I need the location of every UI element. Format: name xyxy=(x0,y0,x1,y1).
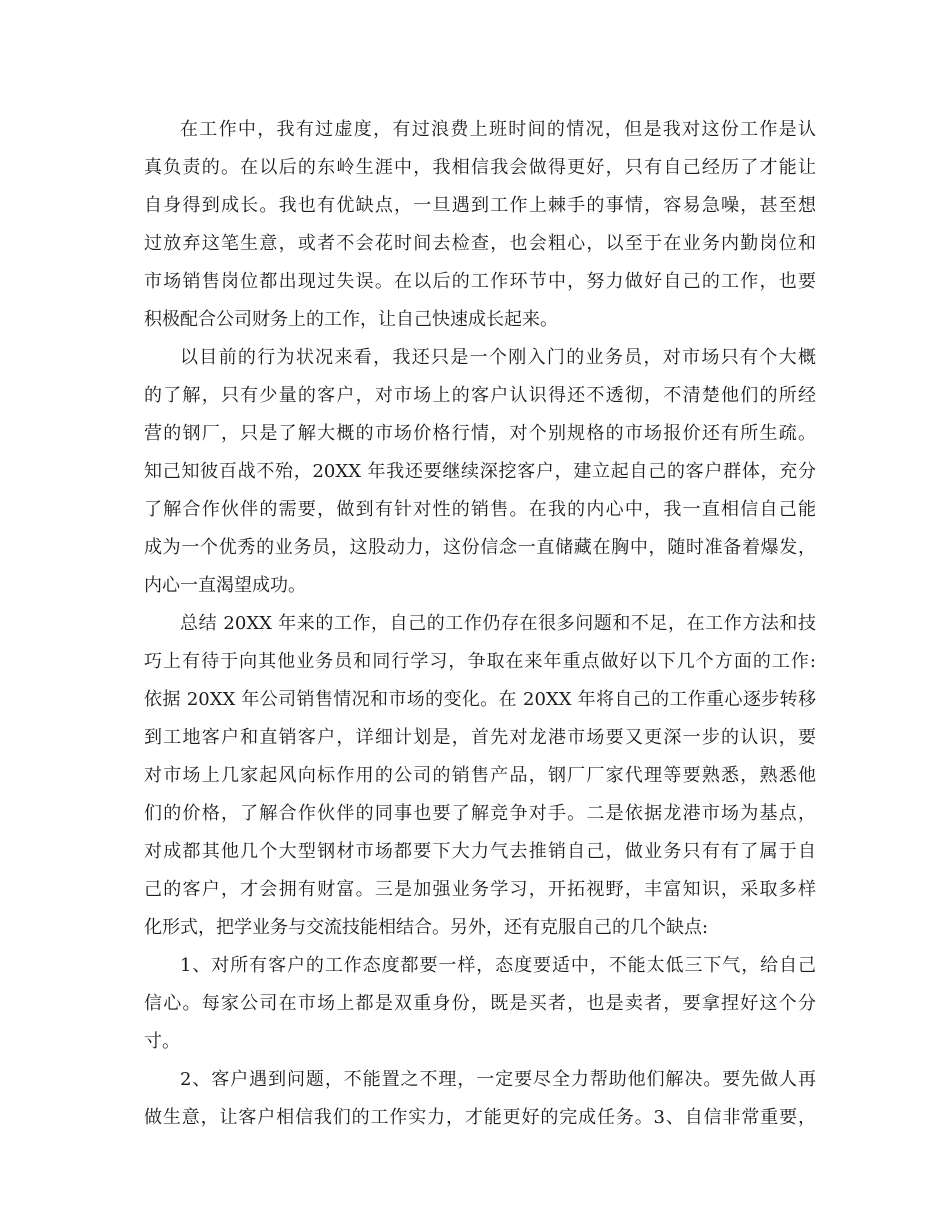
paragraph-1-line-5: 市场销售岗位都出现过失误。在以后的工作环节中，努力做好自己的工作，也要 xyxy=(144,271,816,292)
paragraph-3-line-4: 到工地客户和直销客户，详细计划是，首先对龙港市场要又更深一步的认识，要 xyxy=(144,727,816,748)
paragraph-1-line-2: 真负责的。在以后的东岭生涯中，我相信我会做得更好，只有自己经历了才能让 xyxy=(144,157,816,178)
paragraph-3-line-7: 对成都其他几个大型钢材市场都要下大力气去推销自己，做业务只有有了属于自 xyxy=(144,841,816,862)
item-1-line-2: 信心。每家公司在市场上都是双重身份，既是买者，也是卖者，要拿捏好这个分 xyxy=(144,993,816,1014)
paragraph-2-line-7: 内心一直渴望成功。 xyxy=(144,575,306,596)
paragraph-1-line-1: 在工作中，我有过虚度，有过浪费上班时间的情况，但是我对这份工作是认 xyxy=(180,119,816,140)
paragraph-2-line-4: 知己知彼百战不殆，20XX 年我还要继续深挖客户，建立起自己的客户群体，充分 xyxy=(144,461,816,482)
paragraph-1-line-3: 自身得到成长。我也有优缺点，一旦遇到工作上棘手的事情，容易急噪，甚至想 xyxy=(144,195,816,216)
paragraph-3-line-1: 总结 20XX 年来的工作，自己的工作仍存在很多问题和不足，在工作方法和技 xyxy=(180,613,816,634)
paragraph-3-line-9: 化形式，把学业务与交流技能相结合。另外，还有克服自己的几个缺点: xyxy=(144,917,709,938)
item-2-line-2: 做生意，让客户相信我们的工作实力，才能更好的完成任务。3、自信非常重要， xyxy=(144,1107,816,1128)
paragraph-2-line-5: 了解合作伙伴的需要，做到有针对性的销售。在我的内心中，我一直相信自己能 xyxy=(144,499,816,520)
paragraph-3-line-6: 们的价格，了解合作伙伴的同事也要了解竞争对手。二是依据龙港市场为基点， xyxy=(144,803,816,824)
paragraph-3-line-2: 巧上有待于向其他业务员和同行学习，争取在来年重点做好以下几个方面的工作: xyxy=(144,651,816,672)
paragraph-3-line-8: 己的客户，才会拥有财富。三是加强业务学习，开拓视野，丰富知识，采取多样 xyxy=(144,879,816,900)
paragraph-1-line-4: 过放弃这笔生意，或者不会花时间去检查，也会粗心，以至于在业务内勤岗位和 xyxy=(144,233,816,254)
item-1-line-3: 寸。 xyxy=(144,1031,180,1052)
paragraph-3-line-5: 对市场上几家起风向标作用的公司的销售产品，钢厂厂家代理等要熟悉，熟悉他 xyxy=(144,765,816,786)
item-1-line-1: 1、对所有客户的工作态度都要一样，态度要适中，不能太低三下气，给自己 xyxy=(180,955,816,976)
paragraph-2-line-1: 以目前的行为状况来看，我还只是一个刚入门的业务员，对市场只有个大概 xyxy=(180,347,816,368)
item-2-line-1: 2、客户遇到问题，不能置之不理，一定要尽全力帮助他们解决。要先做人再 xyxy=(180,1069,816,1090)
paragraph-1-line-6: 积极配合公司财务上的工作，让自己快速成长起来。 xyxy=(144,309,558,330)
paragraph-2-line-3: 营的钢厂，只是了解大概的市场价格行情，对个别规格的市场报价还有所生疏。 xyxy=(144,423,816,444)
paragraph-2-line-2: 的了解，只有少量的客户，对市场上的客户认识得还不透彻，不清楚他们的所经 xyxy=(144,385,816,406)
paragraph-2-line-6: 成为一个优秀的业务员，这股动力，这份信念一直储藏在胸中，随时准备着爆发， xyxy=(144,537,816,558)
paragraph-3-line-3: 依据 20XX 年公司销售情况和市场的变化。在 20XX 年将自己的工作重心逐步转移 xyxy=(144,689,816,710)
